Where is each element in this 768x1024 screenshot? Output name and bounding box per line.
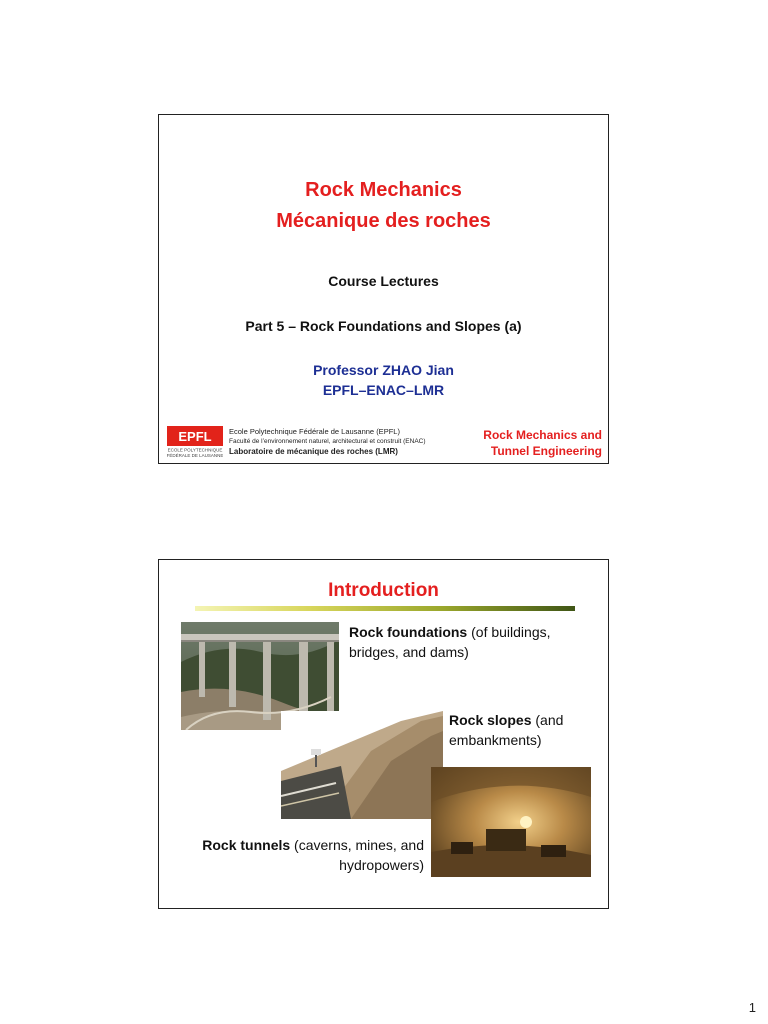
- institution-line-3: Laboratoire de mécanique des roches (LMR): [229, 447, 398, 456]
- page-number: 1: [748, 1000, 756, 1015]
- item-rock-tunnels: [189, 835, 424, 875]
- institution-line-1: Ecole Polytechnique Fédérale de Lausanne (EPFL): [229, 427, 400, 436]
- institution-text: [229, 427, 426, 457]
- epfl-logo: [167, 426, 223, 458]
- institution-line-2: Faculté de l’environnement naturel, architectural et construit (ENAC): [229, 438, 426, 445]
- title-line-1: Rock Mechanics: [305, 179, 462, 201]
- introduction-slide: [158, 559, 609, 909]
- title-line-2: Mécanique des roches: [276, 210, 491, 232]
- tunnel-photo: [431, 767, 591, 877]
- professor-block: [159, 360, 608, 400]
- item-3-detail: (caverns, mines, and hydropowers): [290, 837, 424, 873]
- course-label: Course Lectures: [328, 273, 439, 289]
- lab-name: EPFL–ENAC–LMR: [322, 382, 445, 398]
- part-label: Part 5 – Rock Foundations and Slopes (a): [245, 318, 522, 334]
- item-rock-slopes: [449, 710, 599, 750]
- logo-mark: EPFL: [178, 429, 212, 444]
- course-tag: [483, 427, 602, 459]
- slide-title: [159, 175, 608, 237]
- item-1-detail: (of buildings, bridges, and dams): [349, 624, 551, 660]
- title-slide: [158, 114, 609, 464]
- item-1-heading: Rock foundations: [349, 624, 468, 640]
- item-2-detail: (and embankments): [449, 712, 564, 748]
- logo-sub-1: ECOLE POLYTECHNIQUE: [167, 447, 223, 453]
- professor-name: Professor ZHAO Jian: [313, 362, 454, 378]
- slope-photo: [281, 711, 443, 819]
- slide-title: Introduction: [328, 580, 439, 601]
- logo-sub-2: FÉDÉRALE DE LAUSANNE: [167, 453, 223, 458]
- item-3-heading: Rock tunnels: [202, 837, 291, 853]
- course-tag-line-1: Rock Mechanics and: [483, 428, 602, 442]
- item-2-heading: Rock slopes: [449, 712, 532, 728]
- epfl-logo-block: [167, 426, 427, 458]
- title-underline: [195, 606, 575, 611]
- item-rock-foundations: [349, 622, 599, 662]
- course-tag-line-2: Tunnel Engineering: [490, 444, 602, 458]
